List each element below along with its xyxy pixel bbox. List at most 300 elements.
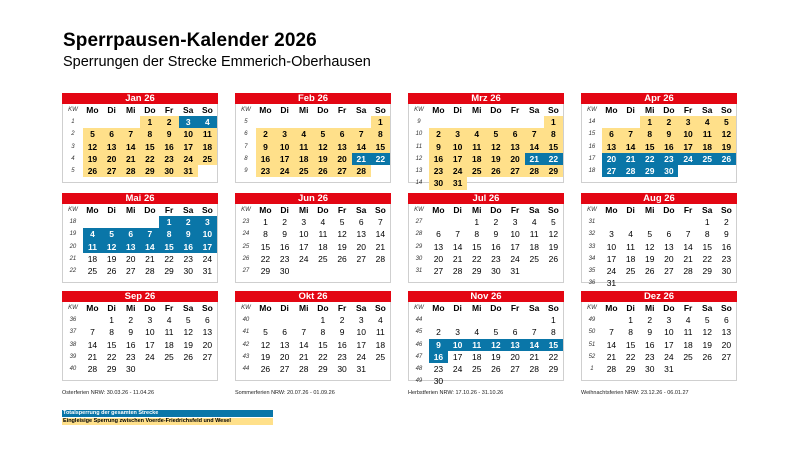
weekday-label: Mo <box>432 205 445 215</box>
day-cell: 21 <box>621 153 640 165</box>
day-cell <box>602 116 621 128</box>
day-cell <box>448 216 467 228</box>
week-row <box>236 153 390 165</box>
week-row <box>63 216 217 228</box>
legend-total-closure: Totalsperrung der gesamten Strecke <box>62 410 273 417</box>
day-cell <box>467 116 486 128</box>
day-cell: 15 <box>106 339 117 350</box>
day-cell: 3 <box>358 315 364 325</box>
day-cell: 27 <box>279 364 290 375</box>
day-cell: 13 <box>356 229 366 240</box>
day-cell: 16 <box>159 141 178 153</box>
day-cell: 5 <box>551 217 556 227</box>
day-cell: 9 <box>493 229 499 240</box>
weekday-label: Mi <box>645 105 655 115</box>
weekday-label: Mo <box>605 205 618 215</box>
day-cell: 16 <box>659 141 678 153</box>
day-cell: 5 <box>339 217 345 227</box>
day-cell: 29 <box>702 266 712 277</box>
day-cell: 16 <box>491 241 501 252</box>
week-number: 13 <box>415 168 423 175</box>
week-row <box>582 228 736 240</box>
day-cell <box>294 116 313 128</box>
day-cell: 22 <box>371 153 390 165</box>
day-cell: 11 <box>529 229 539 240</box>
weekday-header-row <box>582 104 736 116</box>
weekday-label: Mo <box>259 303 272 313</box>
week-number: 40 <box>69 366 77 373</box>
day-cell <box>159 363 178 375</box>
day-cell: 22 <box>548 351 559 362</box>
day-cell: 21 <box>606 351 617 362</box>
day-cell: 3 <box>455 327 460 338</box>
day-cell: 16 <box>256 153 275 165</box>
day-cell <box>717 363 736 375</box>
day-cell: 6 <box>666 229 672 240</box>
week-row <box>409 153 563 165</box>
day-cell <box>121 216 140 228</box>
kw-header: KW <box>68 207 78 213</box>
week-row <box>409 363 563 375</box>
month-body <box>581 204 737 289</box>
week-row <box>236 216 390 228</box>
day-cell: 4 <box>628 229 633 240</box>
day-cell: 11 <box>164 327 174 338</box>
week-number: 27 <box>415 219 423 225</box>
week-row <box>236 253 390 265</box>
day-cell: 22 <box>544 153 563 165</box>
day-cell: 2 <box>256 128 275 140</box>
day-cell: 26 <box>491 364 501 375</box>
day-cell: 5 <box>704 315 710 325</box>
day-cell: 24 <box>179 153 198 165</box>
day-cell: 15 <box>544 141 563 153</box>
weekday-label: Mi <box>299 205 309 215</box>
day-cell: 25 <box>529 253 539 264</box>
day-cell: 14 <box>87 339 98 350</box>
day-cell: 7 <box>609 327 614 338</box>
week-row <box>409 177 563 189</box>
day-cell: 7 <box>90 327 95 338</box>
weekday-label: Di <box>107 303 116 313</box>
weekday-label: Mo <box>432 105 445 115</box>
day-cell: 21 <box>145 253 155 264</box>
day-cell: 12 <box>102 241 121 253</box>
weekday-label: Di <box>280 303 289 313</box>
week-row <box>582 277 736 289</box>
kw-header: KW <box>587 305 597 311</box>
day-cell: 5 <box>486 128 505 140</box>
day-cell: 4 <box>198 116 217 128</box>
day-cell: 30 <box>429 177 448 189</box>
day-cell: 2 <box>493 217 499 227</box>
week-number: 47 <box>415 353 423 360</box>
week-number: 21 <box>69 255 77 262</box>
month-block <box>408 193 564 283</box>
day-cell: 13 <box>202 327 213 338</box>
week-row <box>236 314 390 326</box>
week-number: 2 <box>71 131 75 138</box>
day-cell <box>659 216 678 228</box>
day-cell: 12 <box>702 327 712 338</box>
day-cell <box>525 177 544 189</box>
week-number: 39 <box>69 353 77 360</box>
day-cell: 22 <box>702 253 712 264</box>
week-row <box>236 141 390 153</box>
weekday-label: Sa <box>356 105 367 115</box>
day-cell: 6 <box>102 128 121 140</box>
day-cell <box>678 165 697 177</box>
day-cell: 19 <box>313 153 332 165</box>
weekday-label: Do <box>317 205 329 215</box>
week-number: 8 <box>244 155 248 162</box>
week-number: 6 <box>244 131 248 138</box>
day-cell: 29 <box>544 165 563 177</box>
week-row <box>582 241 736 253</box>
day-cell: 29 <box>164 266 174 277</box>
day-cell: 2 <box>339 315 345 325</box>
week-row <box>582 265 736 277</box>
day-cell: 1 <box>159 216 178 228</box>
day-cell: 19 <box>106 253 117 264</box>
day-cell: 2 <box>159 116 178 128</box>
day-cell <box>486 314 505 326</box>
day-cell: 5 <box>263 327 268 338</box>
day-cell <box>505 177 524 189</box>
day-cell: 20 <box>602 153 621 165</box>
week-row <box>409 375 563 387</box>
day-cell <box>659 277 678 289</box>
week-row <box>582 253 736 265</box>
week-number: 30 <box>415 255 423 262</box>
month-header: Jan 26 <box>62 93 218 104</box>
week-row <box>236 116 390 128</box>
day-cell: 12 <box>337 229 347 240</box>
day-cell: 28 <box>683 266 693 277</box>
day-cell: 21 <box>352 153 371 165</box>
day-cell: 5 <box>647 229 653 240</box>
day-cell <box>621 116 640 128</box>
day-cell: 30 <box>645 364 655 375</box>
week-row <box>236 265 390 277</box>
weekday-label: So <box>374 303 386 313</box>
kw-header: KW <box>68 305 78 311</box>
week-row <box>63 326 217 338</box>
week-number: 49 <box>415 378 423 385</box>
month-body <box>408 104 564 189</box>
weekday-label: Fr <box>337 303 347 313</box>
month-block <box>235 291 391 381</box>
weekday-label: Di <box>626 205 635 215</box>
day-cell: 2 <box>659 116 678 128</box>
month-header: Okt 26 <box>235 291 391 302</box>
month-block <box>408 291 564 387</box>
month-header: Aug 26 <box>581 193 737 204</box>
weekday-label: Di <box>280 105 289 115</box>
day-cell <box>621 216 640 228</box>
week-row <box>63 314 217 326</box>
day-cell: 28 <box>352 165 371 177</box>
weekday-label: Fr <box>164 303 174 313</box>
day-cell: 28 <box>525 165 544 177</box>
week-number: 17 <box>588 155 596 162</box>
day-cell: 1 <box>109 315 114 325</box>
day-cell: 3 <box>609 229 614 240</box>
day-cell: 27 <box>332 165 351 177</box>
week-row <box>63 141 217 153</box>
week-number: 33 <box>588 243 596 250</box>
weekday-header-row <box>409 302 563 314</box>
day-cell: 19 <box>337 241 347 252</box>
weekday-label: Di <box>453 303 462 313</box>
day-cell: 21 <box>452 253 463 264</box>
legend-single-track: Eingleisige Sperrung zwischen Voerde-Friedrichsfeld und Wesel <box>62 418 273 425</box>
week-number: 9 <box>417 119 421 125</box>
weekday-label: So <box>720 205 732 215</box>
day-cell: 20 <box>202 339 213 350</box>
kw-header: KW <box>414 207 424 213</box>
day-cell: 10 <box>356 327 366 338</box>
week-row <box>582 165 736 177</box>
weekday-label: Mo <box>86 105 99 115</box>
day-cell <box>332 116 351 128</box>
weekday-label: So <box>547 205 559 215</box>
weekday-label: Fr <box>683 205 693 215</box>
day-cell: 29 <box>140 165 159 177</box>
day-cell <box>467 177 486 189</box>
day-cell: 23 <box>429 165 448 177</box>
week-row <box>409 216 563 228</box>
week-number: 5 <box>71 168 75 175</box>
month-header: Jul 26 <box>408 193 564 204</box>
day-cell: 2 <box>128 315 134 325</box>
weekday-label: So <box>720 303 732 313</box>
kw-header: KW <box>68 107 78 113</box>
day-cell: 8 <box>159 228 178 240</box>
day-cell: 14 <box>352 141 371 153</box>
weekday-label: So <box>547 303 559 313</box>
day-cell <box>640 216 659 228</box>
day-cell: 24 <box>299 253 309 264</box>
day-cell: 31 <box>606 278 617 289</box>
day-cell: 14 <box>299 339 309 350</box>
day-cell: 4 <box>698 116 717 128</box>
week-row <box>409 265 563 277</box>
day-cell: 4 <box>320 217 326 227</box>
week-row <box>582 128 736 140</box>
day-cell <box>505 314 524 326</box>
day-cell: 2 <box>436 327 441 338</box>
week-row <box>236 326 390 338</box>
weekday-label: Di <box>107 105 116 115</box>
week-number: 25 <box>242 243 250 250</box>
weekday-label: Fr <box>337 205 347 215</box>
weekday-label: Fr <box>164 105 174 115</box>
week-number: 14 <box>415 180 423 187</box>
day-cell: 17 <box>356 339 366 350</box>
day-cell: 8 <box>628 327 633 338</box>
day-cell: 13 <box>121 241 140 253</box>
week-row <box>582 153 736 165</box>
day-cell: 4 <box>467 128 486 140</box>
day-cell: 4 <box>83 228 102 240</box>
weekday-label: Mo <box>86 205 99 215</box>
day-cell <box>602 216 621 228</box>
day-cell: 6 <box>724 315 729 325</box>
day-cell: 4 <box>294 128 313 140</box>
day-cell <box>256 314 275 326</box>
day-cell: 21 <box>683 253 693 264</box>
week-row <box>63 228 217 240</box>
day-cell: 18 <box>294 153 313 165</box>
day-cell: 20 <box>279 351 290 362</box>
day-cell <box>83 216 102 228</box>
day-cell: 28 <box>121 165 140 177</box>
day-cell: 25 <box>698 153 717 165</box>
day-cell: 19 <box>645 253 655 264</box>
month-body <box>235 204 391 283</box>
day-cell <box>102 116 121 128</box>
month-block <box>62 291 218 381</box>
week-row <box>236 363 390 375</box>
day-cell: 23 <box>159 153 178 165</box>
day-cell: 12 <box>548 229 559 240</box>
weekday-label: Do <box>144 205 156 215</box>
weekday-label: Fr <box>683 303 693 313</box>
week-number: 27 <box>242 268 250 275</box>
day-cell: 19 <box>183 339 193 350</box>
day-cell <box>525 116 544 128</box>
month-block <box>581 291 737 381</box>
day-cell <box>525 314 544 326</box>
weekday-label: Di <box>453 205 462 215</box>
day-cell: 11 <box>626 241 635 252</box>
month-body <box>408 302 564 387</box>
day-cell: 4 <box>531 217 537 227</box>
day-cell: 29 <box>548 364 559 375</box>
holiday-christmas: Weihnachtsferien NRW: 23.12.26 - 06.01.27 <box>581 390 689 396</box>
day-cell: 29 <box>106 364 117 375</box>
week-row <box>582 339 736 351</box>
day-cell: 24 <box>145 351 155 362</box>
day-cell: 31 <box>202 266 213 277</box>
week-number: 34 <box>588 255 596 262</box>
day-cell: 9 <box>429 141 448 153</box>
day-cell: 7 <box>525 128 544 140</box>
day-cell: 3 <box>301 217 307 227</box>
day-cell: 26 <box>717 153 736 165</box>
kw-header: KW <box>414 305 424 311</box>
week-row <box>409 165 563 177</box>
day-cell: 18 <box>467 153 486 165</box>
day-cell: 24 <box>202 253 213 264</box>
day-cell: 21 <box>375 241 386 252</box>
day-cell: 23 <box>491 253 501 264</box>
week-number: 14 <box>588 119 596 125</box>
day-cell: 8 <box>371 128 390 140</box>
page-title: Sperrpausen-Kalender 2026 <box>63 30 317 51</box>
day-cell: 19 <box>491 351 501 362</box>
day-cell <box>371 265 390 277</box>
day-cell: 7 <box>531 327 537 338</box>
week-row <box>236 351 390 363</box>
day-cell <box>678 363 697 375</box>
week-number: 15 <box>588 131 596 138</box>
day-cell: 1 <box>628 315 633 325</box>
day-cell: 28 <box>452 266 463 277</box>
day-cell: 7 <box>301 327 307 338</box>
holiday-autumn: Herbstferien NRW: 17.10.26 - 31.10.26 <box>408 390 504 396</box>
day-cell: 16 <box>429 153 448 165</box>
day-cell: 26 <box>548 253 559 264</box>
week-number: 51 <box>588 341 596 348</box>
day-cell: 17 <box>179 141 198 153</box>
week-row <box>236 128 390 140</box>
day-cell: 5 <box>102 228 121 240</box>
kw-header: KW <box>414 107 424 113</box>
week-number: 41 <box>242 329 250 336</box>
week-row <box>409 116 563 128</box>
day-cell: 9 <box>282 229 287 240</box>
week-row <box>236 339 390 351</box>
day-cell: 5 <box>717 116 736 128</box>
week-row <box>409 228 563 240</box>
week-number: 45 <box>415 329 423 336</box>
weekday-label: Mi <box>126 105 136 115</box>
weekday-label: Mi <box>299 105 309 115</box>
day-cell: 7 <box>455 229 460 240</box>
day-cell <box>640 277 659 289</box>
day-cell: 3 <box>198 216 217 228</box>
weekday-label: Fr <box>510 205 520 215</box>
weekday-label: Do <box>490 205 502 215</box>
day-cell: 23 <box>279 253 290 264</box>
day-cell <box>275 116 294 128</box>
week-number: 46 <box>415 341 423 348</box>
month-header: Feb 26 <box>235 93 391 104</box>
day-cell <box>332 265 351 277</box>
day-cell <box>121 116 140 128</box>
day-cell: 24 <box>448 165 467 177</box>
day-cell: 11 <box>318 229 328 240</box>
day-cell: 9 <box>179 228 198 240</box>
day-cell: 6 <box>512 327 518 338</box>
day-cell <box>717 165 736 177</box>
weekday-label: Sa <box>702 303 713 313</box>
week-row <box>63 253 217 265</box>
weekday-label: Di <box>626 303 635 313</box>
day-cell: 1 <box>320 315 326 325</box>
day-cell: 17 <box>606 253 617 264</box>
week-row <box>409 339 563 351</box>
week-number: 40 <box>242 317 250 323</box>
kw-header: KW <box>241 305 251 311</box>
weekday-label: So <box>201 205 213 215</box>
day-cell <box>486 116 505 128</box>
day-cell <box>313 265 332 277</box>
week-number: 16 <box>588 143 596 150</box>
month-header: Dez 26 <box>581 291 737 302</box>
day-cell: 17 <box>452 351 463 362</box>
week-number: 9 <box>244 168 248 175</box>
day-cell: 24 <box>356 351 366 362</box>
day-cell <box>313 116 332 128</box>
day-cell: 8 <box>320 327 326 338</box>
day-cell: 13 <box>602 141 621 153</box>
week-number: 43 <box>242 353 250 360</box>
day-cell <box>486 177 505 189</box>
weekday-label: Do <box>144 303 156 313</box>
